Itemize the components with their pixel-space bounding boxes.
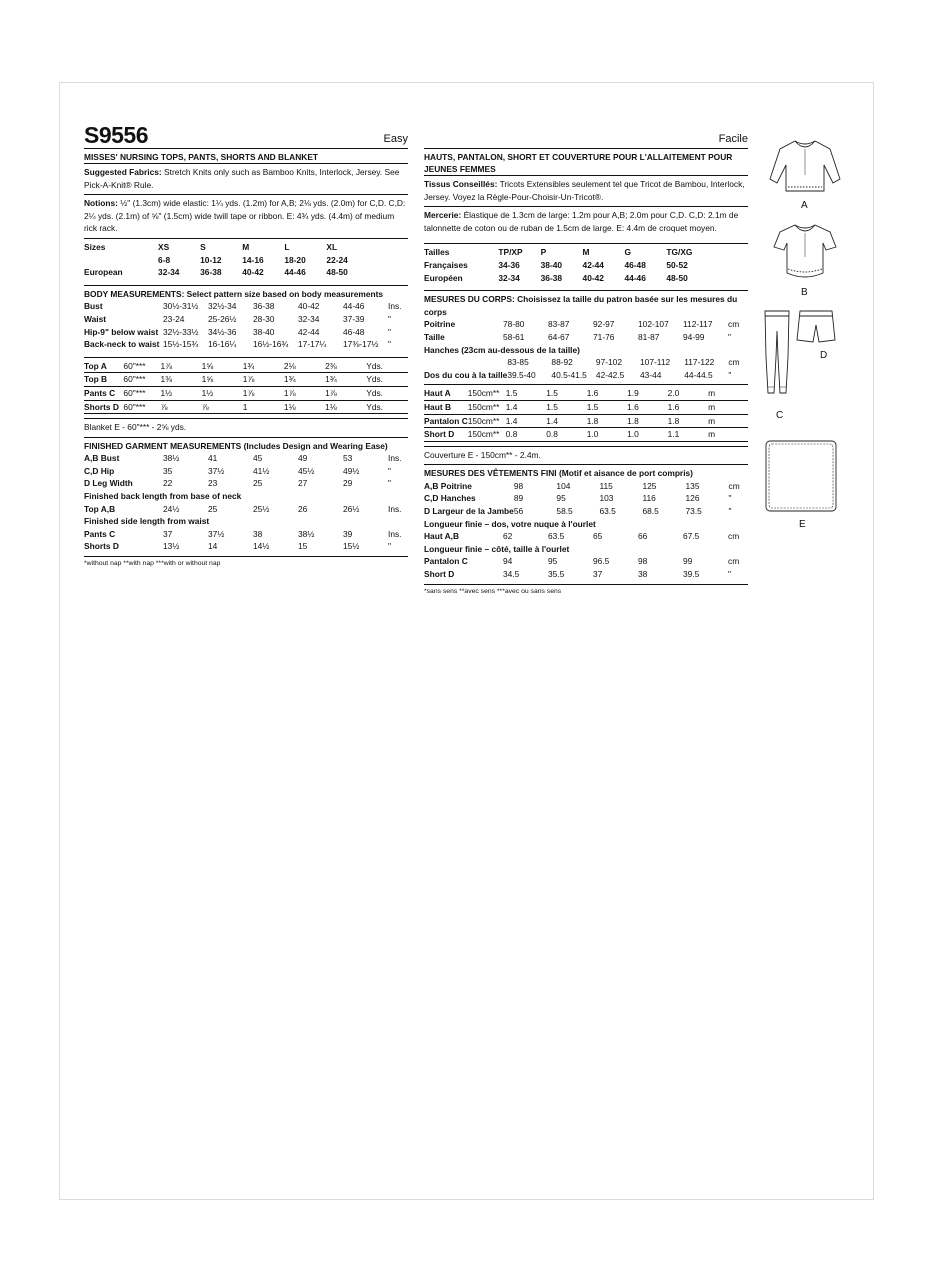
back-length-table-en — [84, 503, 408, 516]
table-row: Top A,B 24½ 25 25½ 26 26½ Ins. — [84, 503, 402, 514]
difficulty-level-en: Easy — [383, 133, 408, 145]
view-c-pants-drawing — [765, 311, 789, 393]
divider — [424, 243, 748, 244]
divider — [424, 584, 748, 585]
yardage-table-en — [84, 360, 408, 414]
body-measurements-heading-fr: MESURES DU CORPS: Choisissez la taille du patron basée sur les mesures du corps — [424, 294, 738, 317]
table-row: Taille 58-61 64-67 71-76 81-87 94-99 " — [424, 331, 731, 342]
table-row: European 32-34 36-38 40-42 44-46 48-50 — [84, 267, 348, 278]
table-row: Shorts D 60"*** ⅞ ⅞ 1 1⅛ 1⅛ Yds. — [84, 400, 408, 414]
divider — [84, 357, 408, 358]
table-row: Poitrine 78-80 83-87 92-97 102-107 112-117 cm — [424, 319, 740, 330]
table-row: Short D 150cm** 0.8 0.8 1.0 1.0 1.1 m — [424, 428, 748, 442]
table-row: Françaises 34-36 38-40 42-44 46-48 50-52 — [424, 259, 688, 270]
body-measurements-heading-en: BODY MEASUREMENTS: Select pattern size based on body measurements — [84, 288, 384, 299]
view-c-label: C — [776, 410, 784, 421]
blanket-yardage-fr: Couverture E - 150cm** - 2.4m. — [424, 449, 541, 460]
table-row: Short D 34.5 35.5 37 38 39.5 " — [424, 569, 731, 580]
body-measurements-table-en — [84, 300, 408, 350]
english-column — [84, 150, 408, 568]
finished-measurements-heading-en: FINISHED GARMENT MEASUREMENTS (Includes Design and Wearing Ease) — [84, 440, 388, 451]
fabrics-fr: Tissus Conseillés: Tricots Extensibles seulement tel que Tricot de Bambou, Interlock, Jersey. Voyez la Règle-Pour-Choisir-Un-Tricot®. — [424, 179, 745, 202]
view-e-label: E — [799, 519, 806, 530]
view-d-label: D — [820, 350, 828, 361]
view-b-label: B — [801, 287, 808, 298]
table-row: A,B Poitrine 98 104 115 125 135 cm — [424, 480, 740, 491]
notions-fr: Mercerie: Élastique de 1.3cm de large: 1.2m pour A,B; 2.0m pour C,D. C,D: 2.1m de talonnette de coton ou de ruban de 1.5cm de large. E: 4.4m de croquet moyen. — [424, 210, 739, 233]
divider — [84, 285, 408, 286]
sizes-table-en — [84, 241, 408, 279]
header-rule-en — [84, 148, 408, 149]
divider — [424, 464, 748, 465]
view-e-blanket-drawing — [766, 441, 836, 511]
notions-en: Notions: ½" (1.3cm) wide elastic: 1¼ yds. (1.2m) for A,B; 2⅛ yds. (2.0m) for C,D. C,D: 2¼ yds. (2.1m) of ⅝" (1.5cm) wide twill tape or ribbon. E: 4¾ yds. (4.4m) of medium rick rack. — [84, 198, 406, 234]
table-row: C,D Hip 35 37½ 41½ 45½ 49½ " — [84, 465, 391, 476]
table-row: A,B Bust 38½ 41 45 49 53 Ins. — [84, 453, 402, 464]
divider — [84, 437, 408, 438]
divider — [84, 556, 408, 557]
body-measurements-table-fr — [424, 318, 748, 343]
footnote-fr: *sans sens **avec sens ***avec ou sans sens — [424, 587, 562, 595]
body-measurements-table-fr-2 — [424, 356, 748, 381]
finished-measurements-table-en — [84, 452, 408, 490]
table-row: Tailles TP/XP P M G TG/XG — [424, 247, 693, 258]
fabrics-en: Suggested Fabrics: Stretch Knits only such as Bamboo Knits, Interlock, Jersey. See Pick-A-Knit® Rule. — [84, 167, 400, 190]
table-row: Pantalon C 150cm** 1.4 1.4 1.8 1.8 1.8 m — [424, 414, 748, 428]
table-row: Shorts D 13½ 14 14½ 15 15½ " — [84, 541, 391, 552]
table-row: Hip-9" below waist 32½-33½ 34½-36 38-40 42-44 46-48 " — [84, 326, 391, 337]
divider — [424, 446, 748, 447]
table-row: Top A 60"*** 1⅞ 1⅝ 1¾ 2⅛ 2⅜ Yds. — [84, 360, 408, 373]
table-row: Bust 30½-31½ 32½-34 36-38 40-42 44-46 Ins. — [84, 301, 402, 312]
table-row: Pants C 37 37½ 38 38½ 39 Ins. — [84, 528, 402, 539]
side-length-table-fr — [424, 555, 748, 580]
hip-heading-fr: Hanches (23cm au-dessous de la taille) — [424, 344, 580, 355]
sizes-table-fr — [424, 246, 748, 284]
side-length-table-en — [84, 528, 408, 553]
table-row: Waist 23-24 25-26½ 28-30 32-34 37-39 " — [84, 313, 391, 324]
divider — [424, 290, 748, 291]
yardage-table-fr — [424, 387, 748, 441]
table-row: Top B 60"*** 1⅜ 1⅝ 1⅞ 1¾ 1¾ Yds. — [84, 373, 408, 387]
back-length-heading-fr: Longueur finie – dos, votre nuque à l'ourlet — [424, 518, 596, 529]
view-b-top-drawing — [774, 225, 836, 277]
table-row: Pants C 60"*** 1½ 1½ 1⅞ 1⅞ 1⅞ Yds. — [84, 386, 408, 400]
side-length-heading-fr: Longueur finie – côté, taille à l'ourlet — [424, 543, 570, 554]
divider — [424, 206, 748, 207]
title-en: MISSES' NURSING TOPS, PANTS, SHORTS AND BLANKET — [84, 150, 408, 164]
view-a-top-drawing — [770, 141, 840, 191]
view-d-shorts-drawing — [797, 311, 835, 342]
title-fr: HAUTS, PANTALON, SHORT ET COUVERTURE POUR L'ALLAITEMENT POUR JEUNES FEMMES — [424, 150, 748, 176]
header-rule-fr — [424, 148, 748, 149]
table-row: Pantalon C 94 95 96.5 98 99 cm — [424, 556, 740, 567]
finished-measurements-heading-fr: MESURES DES VÊTEMENTS FINI (Motif et aisance de port compris) — [424, 468, 693, 479]
divider — [84, 238, 408, 239]
pattern-number: S9556 — [84, 122, 149, 148]
side-length-heading-en: Finished side length from waist — [84, 516, 210, 527]
table-row: 83-85 88-92 97-102 107-112 117-122 cm — [507, 357, 740, 368]
back-length-heading-en: Finished back length from base of neck — [84, 491, 242, 502]
blanket-yardage-en: Blanket E - 60"*** - 2⅝ yds. — [84, 422, 187, 433]
technical-drawings — [760, 135, 850, 535]
table-row: Européen 32-34 36-38 40-42 44-46 48-50 — [424, 272, 688, 283]
difficulty-level-fr: Facile — [718, 133, 748, 145]
table-row: C,D Hanches 89 95 103 116 126 " — [424, 493, 732, 504]
table-row: Haut A,B 62 63.5 65 66 67.5 cm — [424, 531, 740, 542]
divider — [84, 418, 408, 419]
french-column — [424, 150, 748, 596]
table-row: D Leg Width 22 23 25 27 29 " — [84, 478, 391, 489]
finished-measurements-table-fr — [424, 480, 748, 518]
table-row: Sizes XS S M L XL — [84, 241, 338, 252]
table-row: Haut A 150cm** 1.5 1.5 1.6 1.9 2.0 m — [424, 387, 748, 400]
table-row: Haut B 150cm** 1.4 1.5 1.5 1.6 1.6 m — [424, 400, 748, 414]
table-row: Dos du cou à la taille 39.5-40 40.5-41.5 42-42.5 43-44 44-44.5 " — [424, 369, 732, 380]
back-length-table-fr — [424, 530, 748, 543]
footnote-en: *without nap **with nap ***with or without nap — [84, 560, 221, 568]
table-row: Back-neck to waist 15½-15¾ 16-16¼ 16½-16¾ 17-17¼ 17⅜-17½ " — [84, 339, 391, 350]
table-row: 6-8 10-12 14-16 18-20 22-24 — [158, 254, 348, 265]
divider — [84, 194, 408, 195]
table-row: D Largeur de la Jambe 56 58.5 63.5 68.5 73.5 " — [424, 506, 732, 517]
divider — [424, 384, 748, 385]
view-a-label: A — [801, 200, 808, 211]
